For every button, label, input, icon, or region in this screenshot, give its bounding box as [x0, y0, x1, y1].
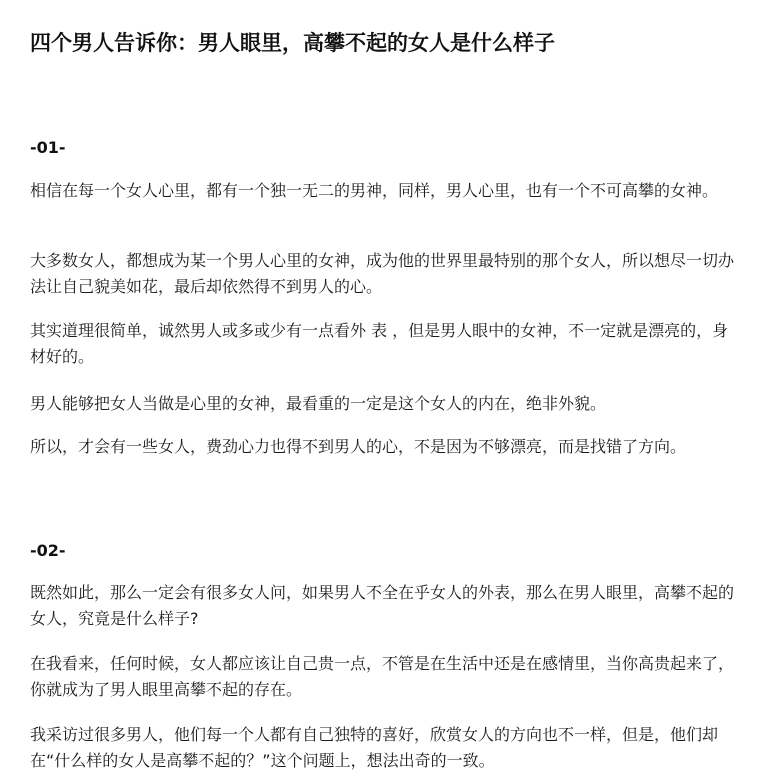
paragraph: 所以，才会有一些女人，费劲心力也得不到男人的心，不是因为不够漂亮，而是找错了方向。 [30, 437, 687, 456]
section-heading-01: -01- [30, 138, 66, 157]
paragraph: 我采访过很多男人，他们每一个人都有自己独特的喜好，欣赏女人的方向也不一样，但是，他们却在“什么样的女人是高攀不起的？”这个问题上，想法出奇的一致。 [30, 725, 719, 770]
paragraph: 既然如此，那么一定会有很多女人问，如果男人不全在乎女人的外表，那么在男人眼里，高攀不起的女人，究竟是什么样子? [30, 583, 735, 628]
paragraph: 男人能够把女人当做是心里的女神，最看重的一定是这个女人的内在，绝非外貌。 [30, 394, 607, 413]
paragraph: 其实道理很简单，诚然男人或多或少有一点看外 表 ，但是男人眼中的女神，不一定就是漂亮的，身材好的。 [30, 321, 729, 366]
paragraph: 在我看来，任何时候，女人都应该让自己贵一点，不管是在生活中还是在感情里，当你高贵起来了，你就成为了男人眼里高攀不起的存在。 [30, 654, 735, 699]
paragraph: 相信在每一个女人心里，都有一个独一无二的男神，同样，男人心里，也有一个不可高攀的女神。 [30, 181, 719, 200]
article-title: 四个男人告诉你：男人眼里，高攀不起的女人是什么样子 [30, 31, 555, 55]
section-heading-02: -02- [30, 541, 66, 560]
paragraph: 大多数女人，都想成为某一个男人心里的女神，成为他的世界里最特别的那个女人，所以想尽一切办法让自己貌美如花，最后却依然得不到男人的心。 [30, 251, 735, 296]
